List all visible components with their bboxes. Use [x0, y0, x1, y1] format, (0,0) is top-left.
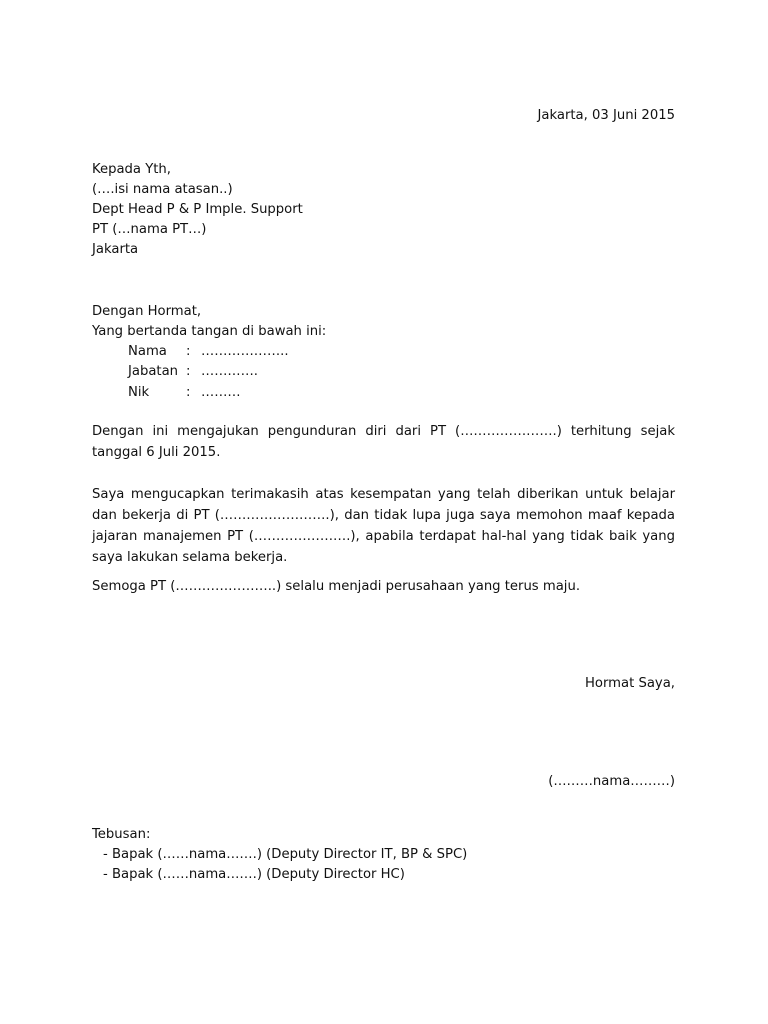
field-colon: :: [186, 385, 191, 400]
recipient-position: Dept Head P & P Imple. Support: [92, 202, 303, 217]
opening-greeting: Dengan Hormat,: [92, 304, 202, 319]
field-label: Nik: [128, 385, 150, 400]
cc-label: Tebusan:: [92, 827, 151, 842]
recipient-name: (….isi nama atasan..): [92, 182, 233, 197]
recipient-city: Jakarta: [92, 242, 139, 257]
field-colon: :: [186, 364, 191, 379]
cc-item: - Bapak (……nama…….) (Deputy Director IT, BP & SPC): [103, 847, 468, 862]
signature-name: (………nama………): [548, 774, 675, 789]
field-label: Jabatan: [128, 364, 179, 379]
gratitude-paragraph: Saya mengucapkan terimakasih atas kesempatan yang telah diberikan untuk belajar dan bekerja di PT (…………………….), dan tidak lupa juga saya memohon maaf kepada jajaran manajemen PT (………………….), apabila terdapat hal-hal yang tidak baik yang saya lakukan selama bekerja.: [92, 487, 675, 565]
intro-line: Yang bertanda tangan di bawah ini:: [92, 324, 327, 339]
wish-paragraph: Semoga PT (…………………..) selalu menjadi perusahaan yang terus maju.: [92, 579, 581, 594]
recipient-salutation: Kepada Yth,: [92, 162, 171, 177]
resignation-paragraph: Dengan ini mengajukan pengunduran diri dari PT (………………….) terhitung sejak tanggal 6 Juli 2015.: [92, 424, 675, 460]
field-value: ………: [201, 385, 241, 400]
field-label: Nama: [128, 344, 167, 359]
cc-item: - Bapak (……nama…….) (Deputy Director HC): [103, 867, 405, 882]
field-colon: :: [186, 344, 191, 359]
field-value: ………………..: [201, 344, 289, 359]
place-date: Jakarta, 03 Juni 2015: [537, 108, 675, 123]
closing-line: Hormat Saya,: [585, 676, 675, 691]
field-value: ………….: [201, 364, 258, 379]
recipient-company: PT (…nama PT…): [92, 222, 207, 237]
